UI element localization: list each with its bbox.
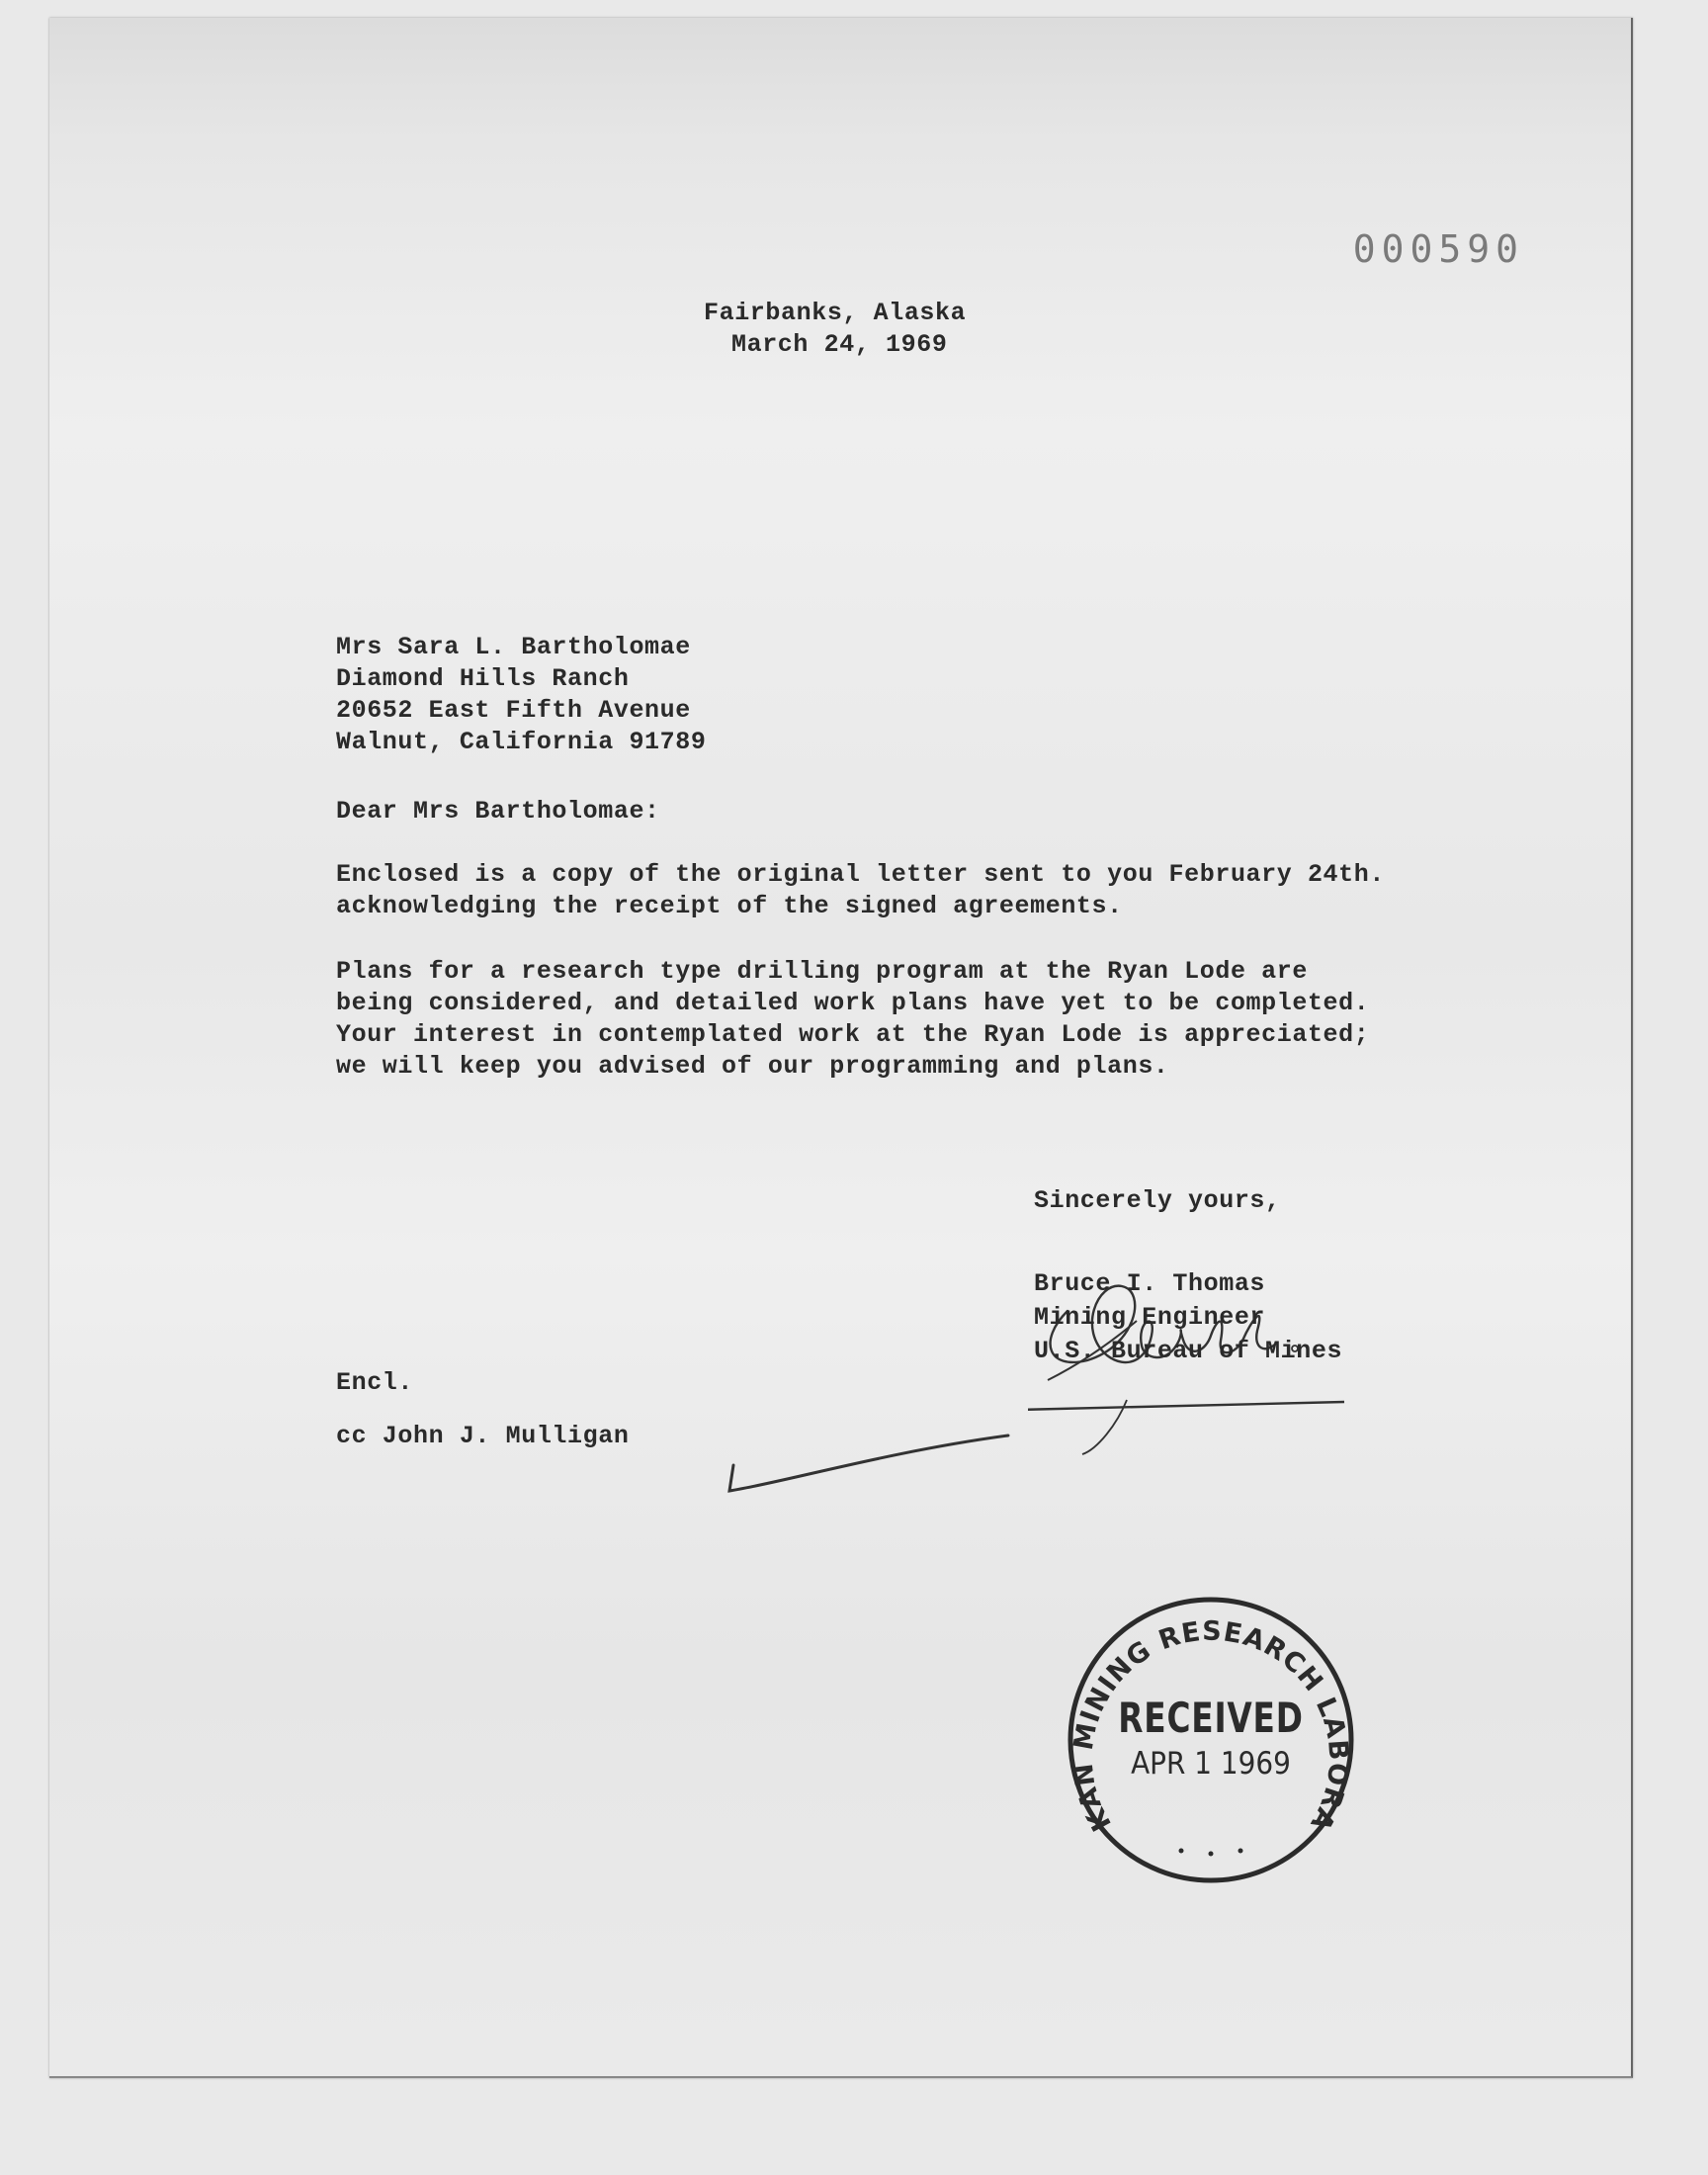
- stamp-arc-text: KAN MINING RESEARCH LABORA: [1068, 1615, 1354, 1837]
- closing: Sincerely yours,: [1034, 1186, 1281, 1215]
- letter-page: [49, 18, 1633, 2078]
- stamp-received-label: RECEIVED: [1118, 1694, 1304, 1742]
- cc-line: cc John J. Mulligan: [336, 1422, 630, 1450]
- signer-organization: U.S. Bureau of Mines: [1034, 1337, 1343, 1365]
- signer-title: Mining Engineer: [1034, 1303, 1266, 1332]
- recipient-city: Walnut, California 91789: [336, 728, 707, 756]
- paragraph-line: we will keep you advised of our programming and plans.: [336, 1052, 1169, 1081]
- document-number: 000590: [1352, 227, 1524, 271]
- enclosure-note: Encl.: [336, 1368, 414, 1397]
- check-mark-icon: [722, 1434, 1028, 1542]
- received-stamp: [1063, 1592, 1359, 1888]
- recipient-street: 20652 East Fifth Avenue: [336, 696, 691, 725]
- paragraph-line: Enclosed is a copy of the original letter sent to you February 24th.: [336, 860, 1385, 889]
- paragraph-line: Plans for a research type drilling program at the Ryan Lode are: [336, 957, 1308, 986]
- letter-date: March 24, 1969: [731, 330, 948, 359]
- paragraph-line: Your interest in contemplated work at the Ryan Lode is appreciated;: [336, 1020, 1370, 1049]
- paragraph-line: being considered, and detailed work plans have yet to be completed.: [336, 989, 1370, 1017]
- signer-name: Bruce I. Thomas: [1034, 1269, 1266, 1298]
- paragraph-line: acknowledging the receipt of the signed agreements.: [336, 892, 1123, 920]
- recipient-ranch: Diamond Hills Ranch: [336, 664, 630, 693]
- recipient-name: Mrs Sara L. Bartholomae: [336, 633, 691, 661]
- salutation: Dear Mrs Bartholomae:: [336, 797, 660, 826]
- letter-place: Fairbanks, Alaska: [704, 299, 967, 327]
- stamp-date: APR 1 1969: [1131, 1746, 1291, 1782]
